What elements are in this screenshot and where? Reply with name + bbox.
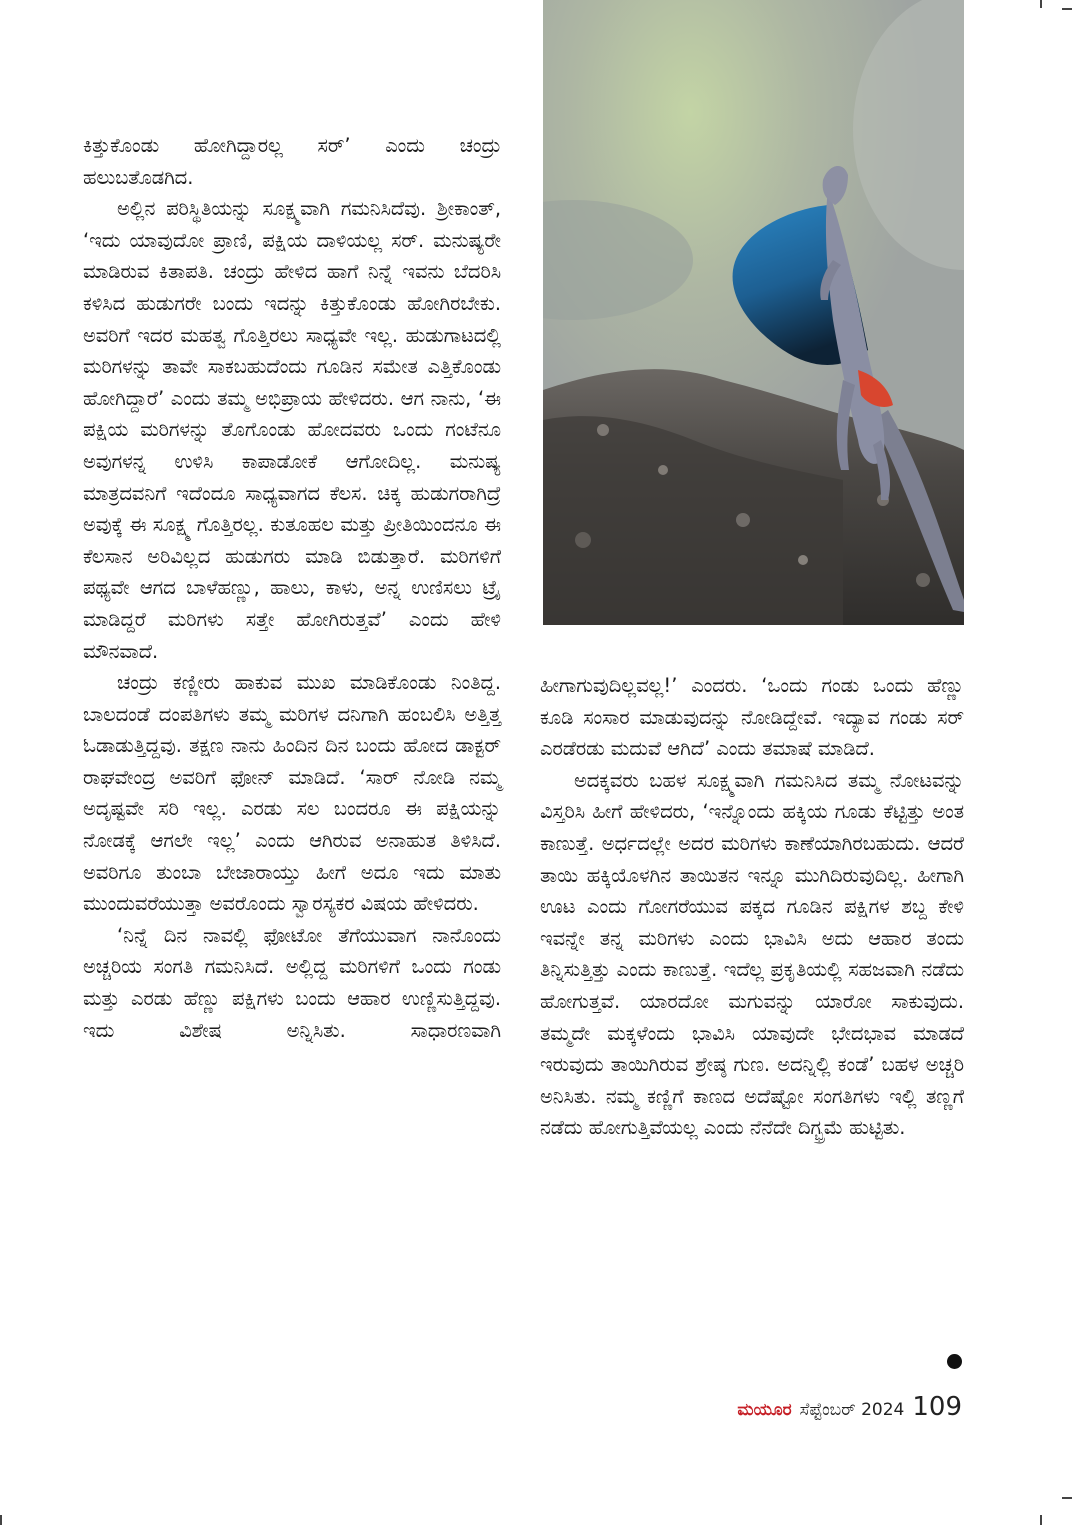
crop-mark — [1040, 1515, 1042, 1525]
page-number: 109 — [912, 1392, 962, 1422]
article-right-column — [540, 670, 964, 1144]
page-footer — [737, 1392, 962, 1432]
crop-mark — [1062, 8, 1072, 10]
paragraph: ಚಂದ್ರು ಕಣ್ಣೀರು ಹಾಕುವ ಮುಖ ಮಾಡಿಕೊಂಡು ನಿಂತಿದ್ದ. ಬಾಲದಂಡೆ ದಂಪತಿಗಳು ತಮ್ಮ ಮರಿಗಳ ದನಿಗಾಗಿ ಹಂಬಲಿಸಿ ಅತ್ತಿತ್ತ ಓಡಾಡುತ್ತಿದ್ದವು. ತಕ್ಷಣ ನಾನು ಹಿಂದಿನ ದಿನ ಬಂದು ಹೋದ ಡಾಕ್ಟರ್ ರಾಘವೇಂದ್ರ ಅವರಿಗೆ ಫೋನ್ ಮಾಡಿದೆ. ‘ಸಾರ್ ನೋಡಿ ನಮ್ಮ ಅದೃಷ್ಟವೇ ಸರಿ ಇಲ್ಲ. ಎರಡು ಸಲ ಬಂದರೂ ಈ ಪಕ್ಷಿಯನ್ನು ನೋಡಕ್ಕೆ ಆಗಲೇ ಇಲ್ಲ’ ಎಂದು ಆಗಿರುವ ಅನಾಹುತ ತಿಳಿಸಿದೆ. ಅವರಿಗೂ ತುಂಬಾ ಬೇಜಾರಾಯ್ತು ಹೀಗೆ ಅದೂ ಇದು ಮಾತು ಮುಂದುವರೆಯುತ್ತಾ ಅವರೊಂದು ಸ್ವಾರಸ್ಯಕರ ವಿಷಯ ಹೇಳಿದರು. — [83, 671, 501, 916]
paragraph: ಅದಕ್ಕವರು ಬಹಳ ಸೂಕ್ಷ್ಮವಾಗಿ ಗಮನಿಸಿದ ತಮ್ಮ ನೋಟವನ್ನು ವಿಸ್ತರಿಸಿ ಹೀಗೆ ಹೇಳಿದರು, ‘ಇನ್ನೊಂದು ಹಕ್ಕಿಯ ಗೂಡು ಕೆಟ್ಟಿತ್ತು ಅಂತ ಕಾಣುತ್ತೆ. ಅರ್ಧದಲ್ಲೇ ಅದರ ಮರಿಗಳು ಕಾಣೆಯಾಗಿರಬಹುದು. ಆದರೆ ತಾಯಿ ಹಕ್ಕಿಯೊಳಗಿನ ತಾಯಿತನ ಇನ್ನೂ ಮುಗಿದಿರುವುದಿಲ್ಲ. ಹೀಗಾಗಿ ಊಟ ಎಂದು ಗೋಗರೆಯುವ ಪಕ್ಕದ ಗೂಡಿನ ಪಕ್ಷಿಗಳ ಶಬ್ದ ಕೇಳಿ ಇವನ್ನೇ ತನ್ನ ಮರಿಗಳು ಎಂದು ಭಾವಿಸಿ ಅದು ಆಹಾರ ತಂದು ತಿನ್ನಿಸುತ್ತಿತ್ತು ಎಂದು ಕಾಣುತ್ತೆ. ಇದೆಲ್ಲ ಪ್ರಕೃತಿಯಲ್ಲಿ ಸಹಜವಾಗಿ ನಡೆದು ಹೋಗುತ್ತವೆ. ಯಾರದೋ ಮಗುವನ್ನು ಯಾರೋ ಸಾಕುವುದು. ತಮ್ಮದೇ ಮಕ್ಕಳೆಂದು ಭಾವಿಸಿ ಯಾವುದೇ ಭೇದಭಾವ ಮಾಡದೆ ಇರುವುದು ತಾಯಿಗಿರುವ ಶ್ರೇಷ್ಠ ಗುಣ. ಅದನ್ನಿಲ್ಲಿ ಕಂಡೆ’ ಬಹಳ ಅಚ್ಚರಿ ಅನಿಸಿತು. ನಮ್ಮ ಕಣ್ಣಿಗೆ ಕಾಣದ ಅದೆಷ್ಟೋ ಸಂಗತಿಗಳು ಇಲ್ಲಿ ತಣ್ಣಗೆ ನಡೆದು ಹೋಗುತ್ತಿವೆಯಲ್ಲ ಎಂದು ನೆನೆದೇ ದಿಗ್ಭ್ರಮೆ ಹುಟ್ಟಿತು. — [540, 768, 964, 1140]
issue-date: ಸೆಪ್ಟೆಂಬರ್ 2024 — [799, 1400, 905, 1420]
paragraph: ‘ನಿನ್ನೆ ದಿನ ನಾವಲ್ಲಿ ಫೋಟೋ ತೆಗೆಯುವಾಗ ನಾನೊಂದು ಅಚ್ಚರಿಯ ಸಂಗತಿ ಗಮನಿಸಿದೆ. ಅಲ್ಲಿದ್ದ ಮರಿಗಳಿಗೆ ಒಂದು ಗಂಡು ಮತ್ತು ಎರಡು ಹೆಣ್ಣು ಪಕ್ಷಿಗಳು ಬಂದು ಆಹಾರ ಉಣ್ಣಿಸುತ್ತಿದ್ದವು. ಇದು ವಿಶೇಷ ಅನ್ನಿಸಿತು. ಸಾಧಾರಣವಾಗಿ — [83, 923, 501, 1042]
magazine-name: ಮಯೂರ — [737, 1400, 792, 1420]
crop-mark — [1062, 1497, 1072, 1499]
crop-mark — [0, 1515, 2, 1525]
crop-mark — [1040, 0, 1042, 8]
paragraph: ಹೀಗಾಗುವುದಿಲ್ಲವಲ್ಲ!’ ಎಂದರು. ‘ಒಂದು ಗಂಡು ಒಂದು ಹೆಣ್ಣು ಕೂಡಿ ಸಂಸಾರ ಮಾಡುವುದನ್ನು ನೋಡಿದ್ದೇವೆ. ಇದ್ಯಾವ ಗಂಡು ಸರ್ ಎರಡೆರಡು ಮದುವೆ ಆಗಿದೆ’ ಎಂದು ತಮಾಷೆ ಮಾಡಿದೆ. — [540, 674, 964, 761]
end-of-article-bullet — [947, 1354, 962, 1369]
lizard-photo — [543, 0, 964, 625]
article-left-column — [83, 130, 501, 1046]
paragraph: ಕಿತ್ತುಕೊಂಡು ಹೋಗಿದ್ದಾರಲ್ಲ ಸರ್’ ಎಂದು ಚಂದ್ರು ಹಲುಬತೊಡಗಿದ. — [83, 134, 501, 189]
paragraph: ಅಲ್ಲಿನ ಪರಿಸ್ಥಿತಿಯನ್ನು ಸೂಕ್ಷ್ಮವಾಗಿ ಗಮನಿಸಿದೆವು. ಶ್ರೀಕಾಂತ್, ‘ಇದು ಯಾವುದೋ ಪ್ರಾಣಿ, ಪಕ್ಷಿಯ ದಾಳಿಯಲ್ಲ ಸರ್. ಮನುಷ್ಯರೇ ಮಾಡಿರುವ ಕಿತಾಪತಿ. ಚಂದ್ರು ಹೇಳಿದ ಹಾಗೆ ನಿನ್ನೆ ಇವನು ಬೆದರಿಸಿ ಕಳಿಸಿದ ಹುಡುಗರೇ ಬಂದು ಇದನ್ನು ಕಿತ್ತುಕೊಂಡು ಹೋಗಿರಬೇಕು. ಅವರಿಗೆ ಇದರ ಮಹತ್ವ ಗೊತ್ತಿರಲು ಸಾಧ್ಯವೇ ಇಲ್ಲ. ಹುಡುಗಾಟದಲ್ಲಿ ಮರಿಗಳನ್ನು ತಾವೇ ಸಾಕಬಹುದೆಂದು ಗೂಡಿನ ಸಮೇತ ಎತ್ತಿಕೊಂಡು ಹೋಗಿದ್ದಾರೆ’ ಎಂದು ತಮ್ಮ ಅಭಿಪ್ರಾಯ ಹೇಳಿದರು. ಆಗ ನಾನು, ‘ಈ ಪಕ್ಷಿಯ ಮರಿಗಳನ್ನು ತೊಗೊಂಡು ಹೋದವರು ಒಂದು ಗಂಟೆನೂ ಅವುಗಳನ್ನ ಉಳಿಸಿ ಕಾಪಾಡೋಕೆ ಆಗೋದಿಲ್ಲ. ಮನುಷ್ಯ ಮಾತ್ರದವನಿಗೆ ಇದೆಂದೂ ಸಾಧ್ಯವಾಗದ ಕೆಲಸ. ಚಿಕ್ಕ ಹುಡುಗರಾಗಿದ್ರೆ ಅವುಕ್ಕೆ ಈ ಸೂಕ್ಷ್ಮ ಗೊತ್ತಿರಲ್ಲ. ಕುತೂಹಲ ಮತ್ತು ಪ್ರೀತಿಯಿಂದನೂ ಈ ಕೆಲಸಾನ ಅರಿವಿಲ್ಲದ ಹುಡುಗರು ಮಾಡಿ ಬಿಡುತ್ತಾರೆ. ಮರಿಗಳಿಗೆ ಪಥ್ಯವೇ ಆಗದ ಬಾಳೆಹಣ್ಣು, ಹಾಲು, ಕಾಳು, ಅನ್ನ ಉಣಿಸಲು ಟ್ರೈ ಮಾಡಿದ್ದರೆ ಮರಿಗಳು ಸತ್ತೇ ಹೋಗಿರುತ್ತವೆ’ ಎಂದು ಹೇಳಿ ಮೌನವಾದೆ. — [83, 197, 501, 663]
